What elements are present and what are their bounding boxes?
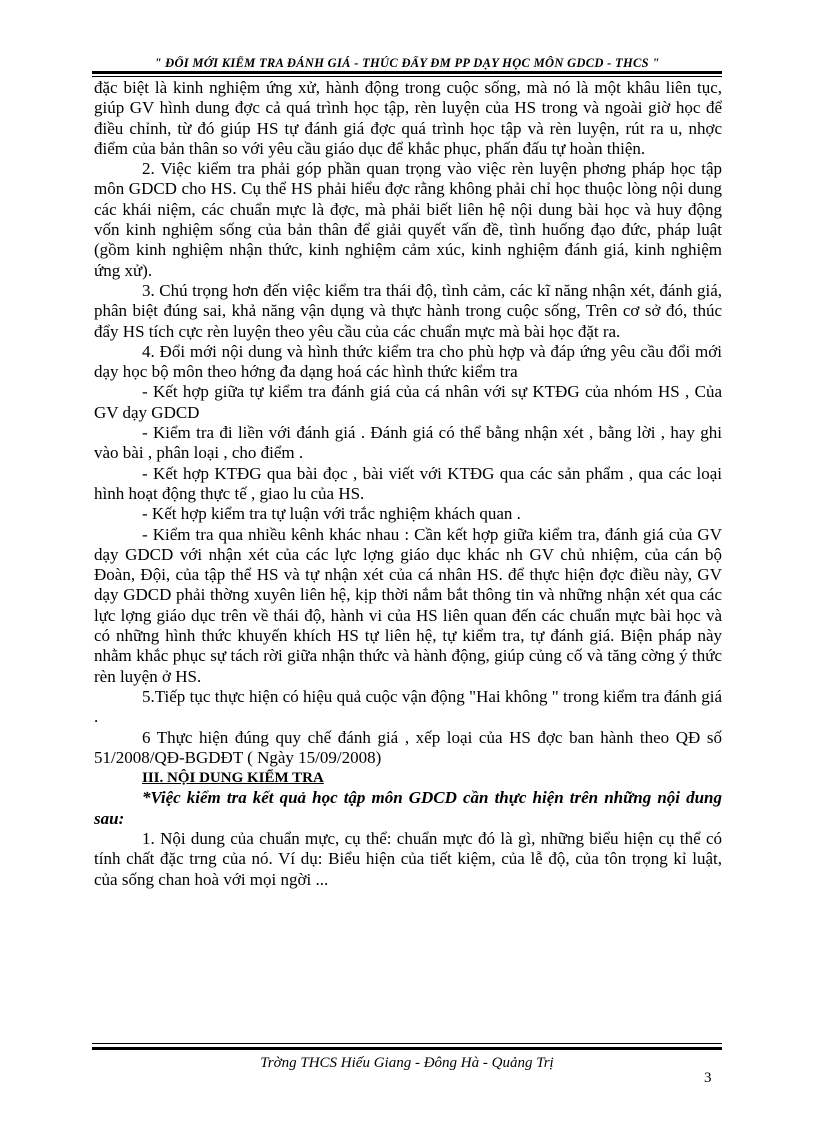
list-item-4: - Kết hợp kiểm tra tự luận với trắc nghiệm khách quan . (142, 504, 521, 524)
list-item-3: - Kết hợp KTĐG qua bài đọc , bài viết với KTĐG qua các sản phẩm , qua các loại hình hoạt động thực tế , giao lu của HS. (94, 463, 722, 503)
paragraph-6: 6 Thực hiện đúng quy chế đánh giá , xếp loại của HS đợc ban hành theo QĐ số 51/2008/QĐ-BGDĐT ( Ngày 15/09/2008) (94, 727, 722, 767)
footer-rule-thick (92, 1047, 722, 1050)
paragraph-2: 2. Việc kiểm tra phải góp phần quan trọng vào việc rèn luyện phơng pháp học tập môn GDCD cho HS. Cụ thể HS phải hiểu đợc rằng không phải chỉ học thuộc lòng nội dung các khái niệm, các chuẩn mực là đợc, mà phải biết liên hệ nội dung bài học và huy động vốn kinh nghiệm sống của bản thân để giải quyết vấn đề, tình huống đạo đức, pháp luật (gồm kinh nghiệm nhận thức, kinh nghiệm cảm xúc, kinh nghiệm đánh giá, kinh nghiệm ứng xử). (94, 159, 722, 280)
page-number: 3 (704, 1070, 712, 1086)
section-heading: III. NỘI DUNG KIỂM TRA (142, 770, 324, 787)
header-rule-thin (92, 76, 722, 77)
list-item-5: - Kiểm tra qua nhiều kênh khác nhau : Cần kết hợp giữa kiểm tra, đánh giá của GV dạy GDCD với nhận xét của các lực lợng giáo dục khác nh GV chủ nhiệm, của cán bộ Đoàn, Đội, của tập thể HS và tự nhận xét của cá nhân HS. để thực hiện đợc điều này, GV dạy GDCD phải thờng xuyên liên hệ, kịp thời nắm bắt thông tin và những nhận xét qua các lực lợng giáo dục trên về thái độ, hành vi của HS liên quan đến các chuẩn mực bài học và có những hình thức khuyến khích HS tự liên hệ, tự kiểm tra, tự đánh giá. Biện pháp này nhằm khắc phục sự tách rời giữa nhận thức và hành động, giúp củng cố và tăng cờng ý thức rèn luyện ở HS. (94, 524, 722, 686)
paragraph-5: 5.Tiếp tục thực hiện có hiệu quả cuộc vận động "Hai không " trong kiểm tra đánh giá . (94, 686, 722, 727)
list-item-1: - Kết hợp giữa tự kiểm tra đánh giá của cá nhân với sự KTĐG của nhóm HS , Của GV dạy GDCD (94, 382, 722, 422)
section-intro: *Việc kiểm tra kết quả học tập môn GDCD cần thực hiện trên những nội dung sau: (94, 788, 722, 828)
paragraph-7: 1. Nội dung của chuẩn mực, cụ thể: chuẩn mực đó là gì, những biểu hiện cụ thể có tính chất đặc trng của nó. Ví dụ: Biểu hiện của tiết kiệm, của lễ độ, của tôn trọng kỉ luật, của sống chan hoà với mọi ngời ... (94, 828, 722, 889)
header-rule-thick (92, 71, 722, 74)
running-header: " ĐỔI MỚI KIỂM TRA ĐÁNH GIÁ - THÚC ĐẨY ĐM PP DẠY HỌC MÔN GDCD - THCS " (154, 56, 660, 70)
paragraph-4: 4. Đổi mới nội dung và hình thức kiểm tra cho phù hợp và đáp ứng yêu cầu đổi mới dạy học bộ môn theo hớng đa dạng hoá các hình thức kiểm tra (94, 341, 722, 382)
document-body (94, 78, 722, 890)
paragraph-3: 3. Chú trọng hơn đến việc kiểm tra thái độ, tình cảm, các kĩ năng nhận xét, đánh giá, phân biệt đúng sai, khả năng vận dụng và thực hành trong cuộc sống, Trên cơ sở đó, thúc đẩy HS tích cực rèn luyện theo yêu cầu của các chuẩn mực mà bài học đặt ra. (94, 280, 722, 341)
list-item-2: - Kiểm tra đi liền với đánh giá . Đánh giá có thể bằng nhận xét , bằng lời , hay ghi vào bài , phân loại , cho điểm . (94, 423, 722, 463)
paragraph-1: đặc biệt là kinh nghiệm ứng xử, hành động trong cuộc sống, mà nó là một khâu liên tục, giúp GV hình dung đợc cả quá trình học tập, rèn luyện của HS trong và ngoài giờ học để điều chỉnh, từ đó giúp HS tự đánh giá đợc quá trình học tập và rèn luyện, rút ra u, nhợc điểm của bản thân so với yêu cầu giáo dục để khắc phục, phấn đấu tự hoàn thiện. (94, 78, 722, 158)
running-footer: Trờng THCS Hiếu Giang - Đông Hà - Quảng Trị (260, 1055, 554, 1071)
footer-rule-thin (92, 1043, 722, 1044)
